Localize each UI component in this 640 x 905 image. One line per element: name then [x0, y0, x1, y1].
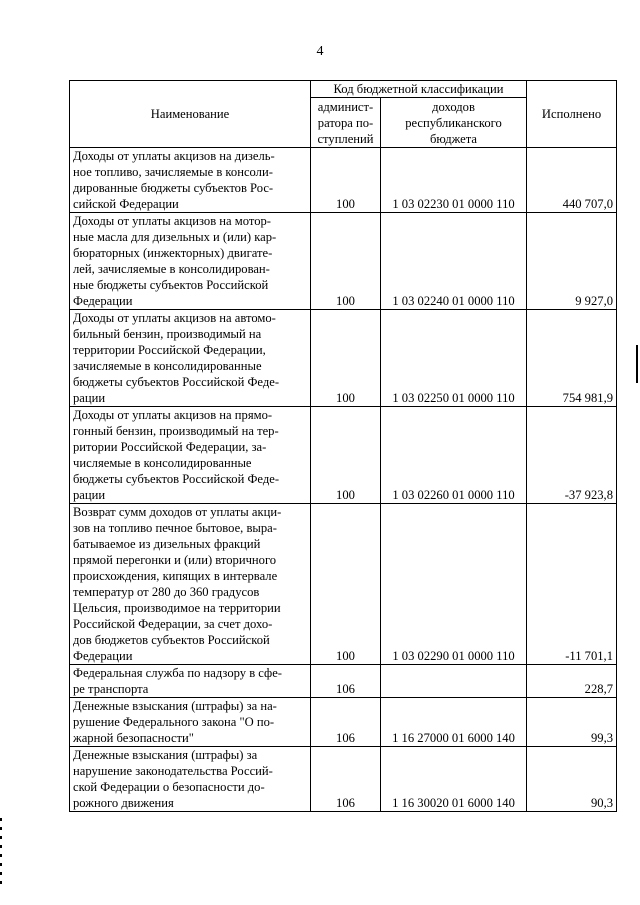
row-name-line: гонный бензин, производимый на тер-: [73, 424, 279, 438]
table-row: [70, 504, 617, 665]
table-row: [70, 148, 617, 213]
budget-table: [69, 80, 617, 812]
row-budget-code: 1 16 27000 01 6000 140: [381, 698, 527, 747]
row-name-line: Денежные взыскания (штрафы) за на-: [73, 699, 277, 713]
row-admin-code: 106: [311, 698, 381, 747]
row-name-line: бюджеты субъектов Российской Феде-: [73, 472, 280, 486]
header-income: [381, 98, 527, 148]
row-amount: 90,3: [527, 747, 617, 812]
header-income-line: доходов: [432, 99, 475, 114]
scan-mark: [636, 345, 638, 383]
row-amount: 228,7: [527, 665, 617, 698]
row-admin-code: 100: [311, 407, 381, 504]
row-name-line: Доходы от уплаты акцизов на автомо-: [73, 311, 276, 325]
row-name-line: ской Федерации о безопасности до-: [73, 780, 265, 794]
header-income-line: бюджета: [430, 131, 477, 146]
header-admin-line: ступлений: [317, 131, 374, 146]
row-budget-code: 1 03 02250 01 0000 110: [381, 310, 527, 407]
table-row: [70, 698, 617, 747]
table-row: [70, 407, 617, 504]
row-name-line: нарушение законодательства Россий-: [73, 764, 273, 778]
row-name-line: рушение Федерального закона "О по-: [73, 715, 275, 729]
row-name-line: зов на топливо печное бытовое, выра-: [73, 521, 277, 535]
row-name-line: зачисляемые в консолидированные: [73, 359, 262, 373]
row-name-line: бюраторных (инжекторных) двигате-: [73, 246, 273, 260]
row-budget-code: 1 03 02230 01 0000 110: [381, 148, 527, 213]
scan-edge: [0, 818, 2, 888]
row-name-line: Федерации: [73, 649, 133, 663]
row-admin-code: 106: [311, 747, 381, 812]
row-amount: -11 701,1: [527, 504, 617, 665]
table-row: [70, 310, 617, 407]
row-budget-code: [381, 665, 527, 698]
row-name-line: числяемые в консолидированные: [73, 456, 252, 470]
row-admin-code: 100: [311, 148, 381, 213]
row-name-line: рации: [73, 391, 106, 405]
row-admin-code: 100: [311, 310, 381, 407]
row-name: [70, 213, 311, 310]
row-name-line: Доходы от уплаты акцизов на прямо-: [73, 408, 273, 422]
header-income-line: республиканского: [405, 115, 502, 130]
row-name-line: ре транспорта: [73, 682, 149, 696]
header-executed: Исполнено: [527, 81, 617, 148]
row-name: [70, 310, 311, 407]
header-admin-line: админист-: [317, 99, 374, 114]
row-amount: 754 981,9: [527, 310, 617, 407]
row-name-line: сийской Федерации: [73, 197, 179, 211]
row-name-line: рации: [73, 488, 106, 502]
row-name-line: дов бюджетов субъектов Российской: [73, 633, 270, 647]
row-name-line: ные масла для дизельных и (или) кар-: [73, 230, 277, 244]
row-name-line: жарной безопасности": [73, 731, 194, 745]
row-name-line: Денежные взыскания (штрафы) за: [73, 748, 258, 762]
row-amount: 9 927,0: [527, 213, 617, 310]
table-row: [70, 665, 617, 698]
row-name-line: Возврат сумм доходов от уплаты акци-: [73, 505, 282, 519]
header-admin-line: ратора по-: [317, 115, 374, 130]
row-budget-code: 1 03 02240 01 0000 110: [381, 213, 527, 310]
row-admin-code: 100: [311, 213, 381, 310]
row-name-line: ные бюджеты субъектов Российской: [73, 278, 269, 292]
row-name-line: ритории Российской Федерации, за-: [73, 440, 267, 454]
row-name-line: Федерации: [73, 294, 133, 308]
row-name-line: происхождения, кипящих в интервале: [73, 569, 278, 583]
page-number: 4: [316, 44, 324, 59]
table-row: [70, 747, 617, 812]
row-name-line: ное топливо, зачисляемые в консоли-: [73, 165, 273, 179]
row-admin-code: 100: [311, 504, 381, 665]
row-name-line: дированные бюджеты субъектов Рос-: [73, 181, 274, 195]
row-name-line: Федеральная служба по надзору в сфе-: [73, 666, 282, 680]
row-budget-code: 1 16 30020 01 6000 140: [381, 747, 527, 812]
row-name-line: территории Российской Федерации,: [73, 343, 266, 357]
row-name-line: лей, зачисляемые в консолидирован-: [73, 262, 270, 276]
row-name-line: Российской Федерации, за счет дохо-: [73, 617, 273, 631]
row-name: [70, 747, 311, 812]
row-name: [70, 407, 311, 504]
row-name-line: батываемое из дизельных фракций: [73, 537, 261, 551]
row-budget-code: 1 03 02260 01 0000 110: [381, 407, 527, 504]
table-body: [70, 148, 617, 812]
row-name-line: рожного движения: [73, 796, 174, 810]
row-name-line: Доходы от уплаты акцизов на дизель-: [73, 149, 275, 163]
row-amount: -37 923,8: [527, 407, 617, 504]
row-amount: 440 707,0: [527, 148, 617, 213]
row-name: [70, 665, 311, 698]
row-name-line: бильный бензин, производимый на: [73, 327, 262, 341]
row-name: [70, 698, 311, 747]
row-admin-code: 106: [311, 665, 381, 698]
row-name-line: прямой перегонки и (или) вторичного: [73, 553, 277, 567]
row-name-line: бюджеты субъектов Российской Феде-: [73, 375, 280, 389]
row-name-line: температур от 280 до 360 градусов: [73, 585, 260, 599]
row-name-line: Цельсия, производимое на территории: [73, 601, 281, 615]
row-amount: 99,3: [527, 698, 617, 747]
header-name: Наименование: [70, 81, 311, 148]
header-code-group: Код бюджетной классификации: [311, 81, 527, 98]
row-budget-code: 1 03 02290 01 0000 110: [381, 504, 527, 665]
row-name: [70, 504, 311, 665]
row-name: [70, 148, 311, 213]
table-row: [70, 213, 617, 310]
row-name-line: Доходы от уплаты акцизов на мотор-: [73, 214, 272, 228]
header-admin: [311, 98, 381, 148]
